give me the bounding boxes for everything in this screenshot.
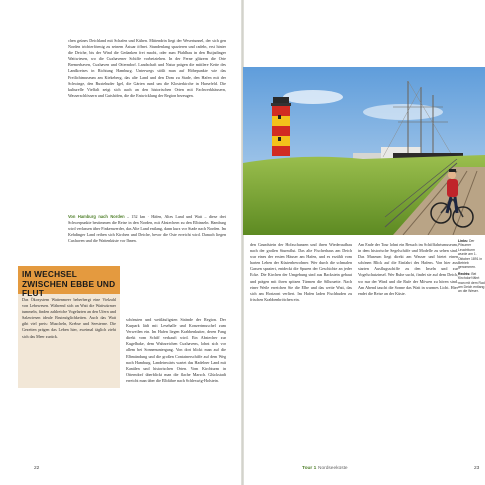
caption-right [458,272,485,294]
caption-right-title: Rechts: [458,271,471,276]
right-column-b-paragraph: Am Ende der Tour lohnt ein Besuch im Schifffahrtsmuseum, in dem historische Segelschiffe und Modelle zu sehen sind. Das Museum liegt direkt am Wasser und bietet einen schönen Blick auf die Einfahrt des Hafens. Von hier aus starten Ausflugsschiffe zu den Inseln und zur Vogelschutzinsel. Wer Ruhe sucht, findet sie auf dem Deich, wo nur der Wind und die Rufe der Möwen zu hören sind. Am Abend taucht die Sonne das Watt in warmes Licht. Hier endet die Reise an der Küste. [358,242,458,296]
left-column-b [126,317,226,437]
lighthouse-photo [243,67,485,235]
caption-left [458,239,485,270]
left-intro-paragraph: chen grünes Deichland mit Schafen und Kühen. Mittendrin liegt der Wesertunnel, der sich gen Norden trichterförmig zu seinem Ästuar öffnet. Stundenlang spazieren und radeln, erst hinter die Deiche, bis der Wind die Gedanken frei macht, oder zum Pfahlbau in den Butjadinger Wattwiesen, wo die Cuxhavener Schiffe vorbeiziehen. In der Ferne glitzern die Orte Bremerhaven, Cuxhaven und Otterndorf. Landschaft und Natur prägen die mittlere Kette des Landkreises in Richtung Hamburg. Unterwegs stößt man auf Höhepunkte wie das Freilichtmuseum am Kiekeberg, das alte Land und den Dom zu Stade, den Hafen mit der Schwinge, den Buxtehuder Igel, die Gärten rund um die Klosterkirche in Harsefeld. Die kulturelle Vielfalt zeigt sich auch an den historischen Orten mit Fachwerkhäusern, Wasserschlössern und Gutshöfen, die die Entwicklung der Region bezeugen. [68,38,226,98]
lighthouse-cyclist-photo-icon [243,67,485,235]
lighthouse-icon [271,97,291,156]
caption-left-text: Der Pilsumer Leuchtturm wurde am 1. Oktober 1891 in Betrieb genommen. [458,239,483,270]
sidebar-body: Das Ökosystem Wattenmeer beherbergt eine Vielzahl von Lebewesen. Während sich an Watt die Wattwürmer tummeln, finden zahlreiche Vogelarten an den Ufern und Salzwiesen ideale Brutmöglichkeiten. Auch das Watt gibt viel preis: Muscheln, Krebse und Seesterne. Die Gezeiten prägen das Leben hier, zweimal täglich zieht sich das Meer zurück. [22,297,116,339]
caption-right-text: Bei Kirchdorf fährt man mit dem Rad am Deich entlang an die Weser. [458,271,485,294]
left-intro-text [68,38,226,210]
sidebar-title: IM WECHSEL ZWISCHEN EBBE UND FLUT [22,269,116,298]
route-body: – 152 km · Häfen, Altes Land und Watt – diese drei Schwerpunkte bestimmen die Reise in den Norden, mit Abstechern zu den Elbinseln. Hamburg wird verlassen über Finkenwerder, das Alte Land entlang, dann kurz vor Stade nach Norden. Im Kehdinger Land reihen sich Kirchen und Deiche, bevor die Oste erreicht wird. Danach liegen Cuxhaven und die Wattenküste vor Ihnen. [68,214,226,244]
photo-caption [458,239,485,296]
right-column-a [250,242,352,450]
right-column-b [358,242,458,450]
route-leadin: Von Hamburg nach Norden [68,214,125,219]
right-page-number: 23 [474,466,480,471]
left-page-number: 22 [34,466,40,471]
caption-left-title: Links: [458,239,468,243]
right-column-a-paragraph: den Grundstein der Holzschanzen und ihren Wiederaufbau nach der großen Sturmflut. Das alte Fischerhaus am Deich war eines der ersten Häuser am Hafen, und es erzählt vom harten Leben der Küstenbewohner. Wer durch die schmalen Gassen spaziert, entdeckt die Spuren der Geschichte an jeder Ecke. Die Kirchen der Umgebung sind aus Backstein gebaut und prägen mit ihren spitzen Türmen die Silhouette. Nach einer Weile erreichen Sie die Elbe und das weite Watt, das sich am Horizont verliert. Im Hafen laden Fischbuden zu frischen Krabbenbrötchen ein. [250,242,352,302]
route-paragraph [68,214,226,244]
left-route-text [68,214,226,266]
left-column-b-paragraph: schönsten und weitläufigsten Strände der Region. Der Kurpark lädt mit Lesehalle und Konzertmuschel zum Verweilen ein. Im Hafen liegen Krabbenkutter, deren Fang direkt vom Schiff verkauft wird. Ein Abstecher zur Kugelbake, dem Wahrzeichen Cuxhavens, lohnt sich vor allem bei Sonnenuntergang. Von dort blickt man auf die Elbmündung und die großen Containerschiffe auf dem Weg nach Hamburg. Landeinwärts wartet das Hadelner Land mit Kanälen und historischen Orten. Vom Kirchturm in Otterndorf überblickt man die flache Marsch. Glückstadt erreicht man über die Elbfähre nach Schleswig-Holstein. [126,317,226,383]
running-head-title: Nordseeküste [318,466,348,471]
running-head-tour: Tour 1 [302,466,317,471]
